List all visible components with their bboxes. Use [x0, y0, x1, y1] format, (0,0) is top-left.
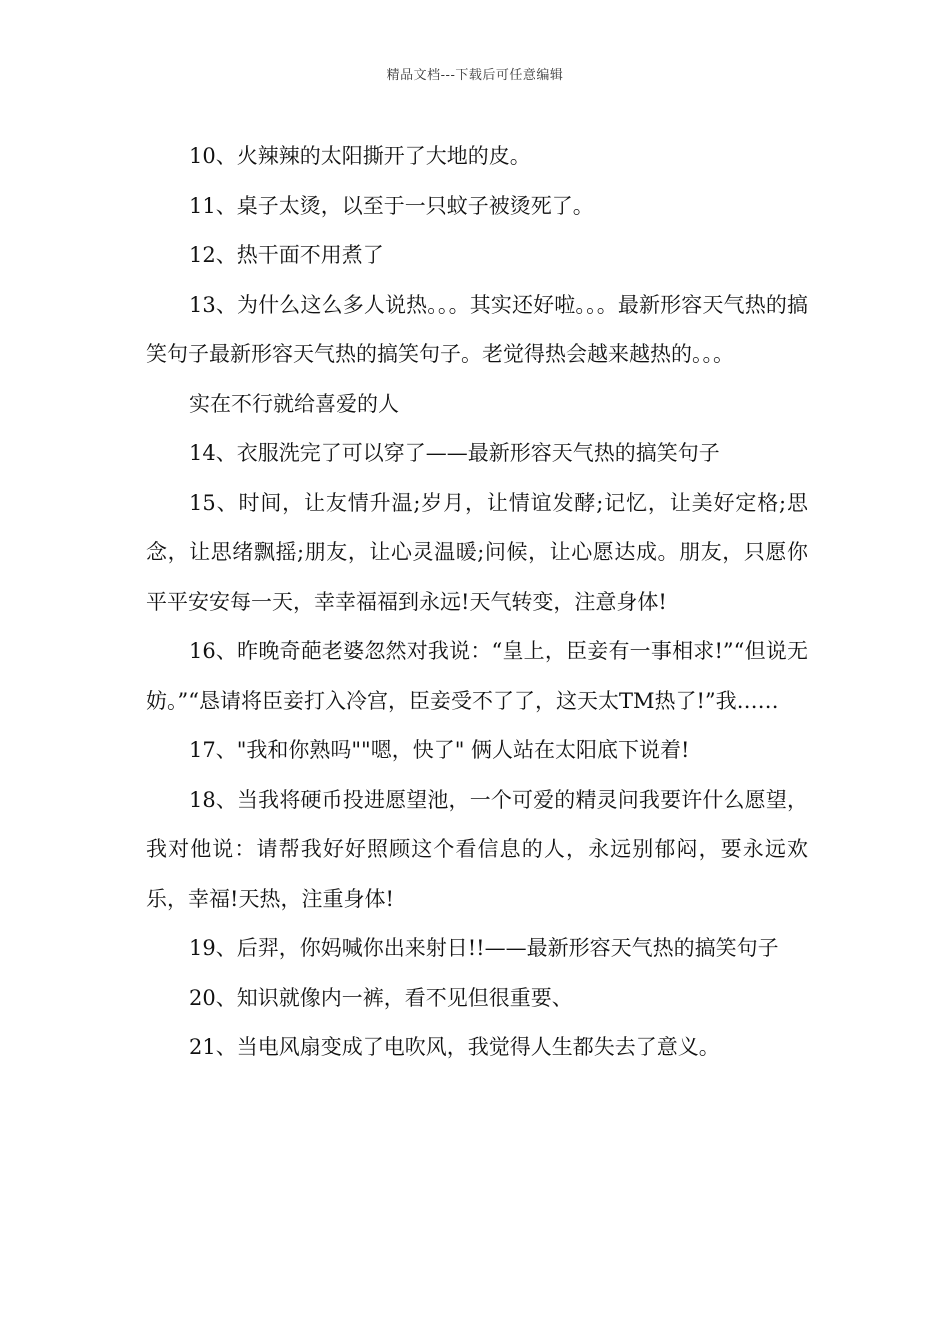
paragraph-13: 13、为什么这么多人说热。。。其实还好啦。。。最新形容天气热的搞笑句子最新形容天气热的搞笑句子。老觉得热会越来越热的。。。	[146, 292, 808, 366]
paragraph-10: 10、火辣辣的太阳撕开了大地的皮。	[189, 144, 531, 168]
paragraph-21: 21、当电风扇变成了电吹风，我觉得人生都失去了意义。	[189, 1035, 720, 1059]
paragraph-20: 20、知识就像内一裤，看不见但很重要、	[189, 985, 573, 1010]
paragraph-15: 15、时间，让友情升温;岁月，让情谊发酵;记忆，让美好定格;思念，让思绪飘摇;朋友，让心灵温暖;问候，让心愿达成。朋友，只愿你平平安安每一天，幸幸福福到永远!天气转变，注意身体!	[146, 490, 808, 614]
paragraph-13-continued: 实在不行就给喜爱的人	[189, 391, 399, 416]
paragraph-18: 18、当我将硬币投进愿望池，一个可爱的精灵问我要许什么愿望，我对他说：请帮我好好照顾这个看信息的人，永远别郁闷，要永远欢乐，幸福!天热，注重身体!	[146, 787, 808, 911]
paragraph-17: 17、"我和你熟吗""嗯，快了" 俩人站在太阳底下说着!	[189, 738, 690, 762]
paragraph-16: 16、昨晚奇葩老婆忽然对我说：“皇上，臣妾有一事相求!”“但说无妨。”“恳请将臣妾打入冷宫，臣妾受不了了，这天太TM热了!”我……	[146, 639, 808, 713]
paragraph-19: 19、后羿，你妈喊你出来射日!!——最新形容天气热的搞笑句子	[189, 936, 779, 960]
paragraph-12: 12、热干面不用煮了	[189, 243, 384, 267]
document-header: 精品文档---下载后可任意编辑	[386, 68, 564, 83]
paragraph-14: 14、衣服洗完了可以穿了——最新形容天气热的搞笑句子	[189, 441, 720, 465]
document-body	[146, 132, 808, 1073]
paragraph-11: 11、桌子太烫，以至于一只蚊子被烫死了。	[189, 193, 594, 218]
